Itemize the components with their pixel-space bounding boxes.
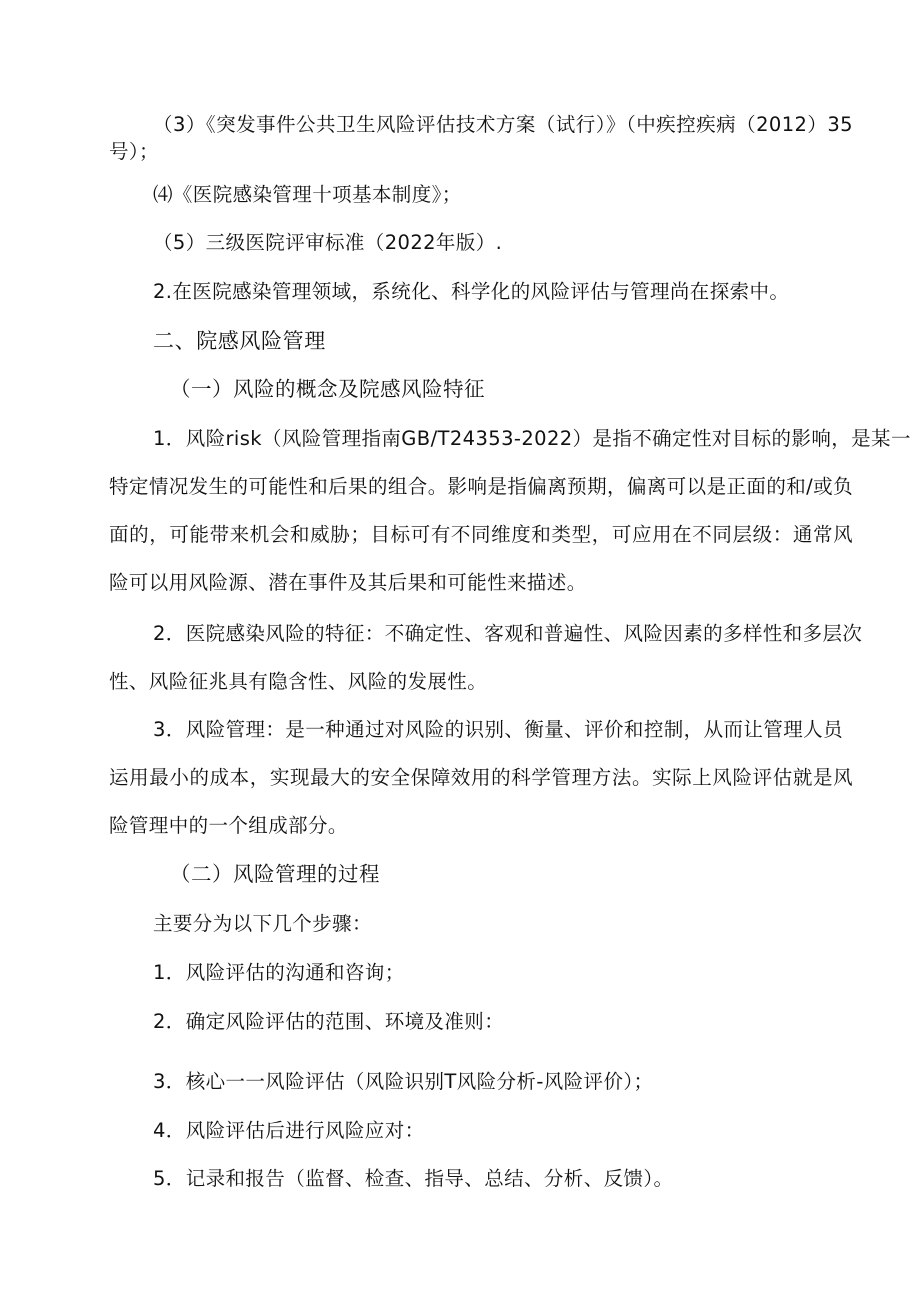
point-2: 2.在医院感染管理领域，系统化、科学化的风险评估与管理尚在探索中。: [153, 280, 790, 303]
item-2-line1: 2．医院感染风险的特征：不确定性、客观和普遍性、风险因素的多样性和多层次: [153, 622, 863, 645]
reference-4: ⑷《医院感染管理十项基本制度》；: [153, 183, 462, 206]
reference-3-line1: （3）《突发事件公共卫生风险评估技术方案（试行）》（中疾控疾病（2012）35: [153, 113, 853, 136]
step-item: 1．风险评估的沟通和咨询；: [153, 961, 405, 984]
step-item: 4．风险评估后进行风险应对：: [153, 1119, 425, 1142]
step-item: 2．确定风险评估的范围、环境及准则：: [153, 1010, 505, 1033]
subsection-1-title: （一）风险的概念及院感风险特征: [170, 377, 485, 401]
reference-3-line2: 号）；: [109, 140, 159, 163]
section-2-title: 二、院感风险管理: [153, 329, 326, 353]
item-1-line3: 面的，可能带来机会和威胁；目标可有不同维度和类型，可应用在不同层级：通常风: [109, 523, 853, 546]
item-3-line1: 3．风险管理：是一种通过对风险的识别、衡量、评价和控制，从而让管理人员: [153, 718, 843, 741]
item-3-line2: 运用最小的成本，实现最大的安全保障效用的科学管理方法。实际上风险评估就是风: [109, 766, 853, 789]
step-item: 3．核心一一风险评估（风险识别T风险分析-风险评价）；: [153, 1070, 654, 1093]
item-1-line2: 特定情况发生的可能性和后果的组合。影响是指偏离预期，偏离可以是正面的和/或负: [109, 475, 853, 498]
item-1-line4: 险可以用风险源、潜在事件及其后果和可能性来描述。: [109, 571, 587, 594]
subsection-2-title: （二）风险管理的过程: [170, 862, 380, 886]
item-2-line2: 性、风险征兆具有隐含性、风险的发展性。: [109, 670, 488, 693]
step-item: 5．记录和报告（监督、检查、指导、总结、分析、反馈）。: [153, 1167, 674, 1190]
steps-intro: 主要分为以下几个步骤：: [153, 912, 372, 935]
item-1-line1: 1．风险risk（风险管理指南GB/T24353-2022）是指不确定性对目标的影响，是某一: [153, 427, 911, 450]
item-3-line3: 险管理中的一个组成部分。: [109, 814, 348, 837]
reference-5: （5）三级医院评审标准（2022年版）.: [153, 231, 503, 254]
